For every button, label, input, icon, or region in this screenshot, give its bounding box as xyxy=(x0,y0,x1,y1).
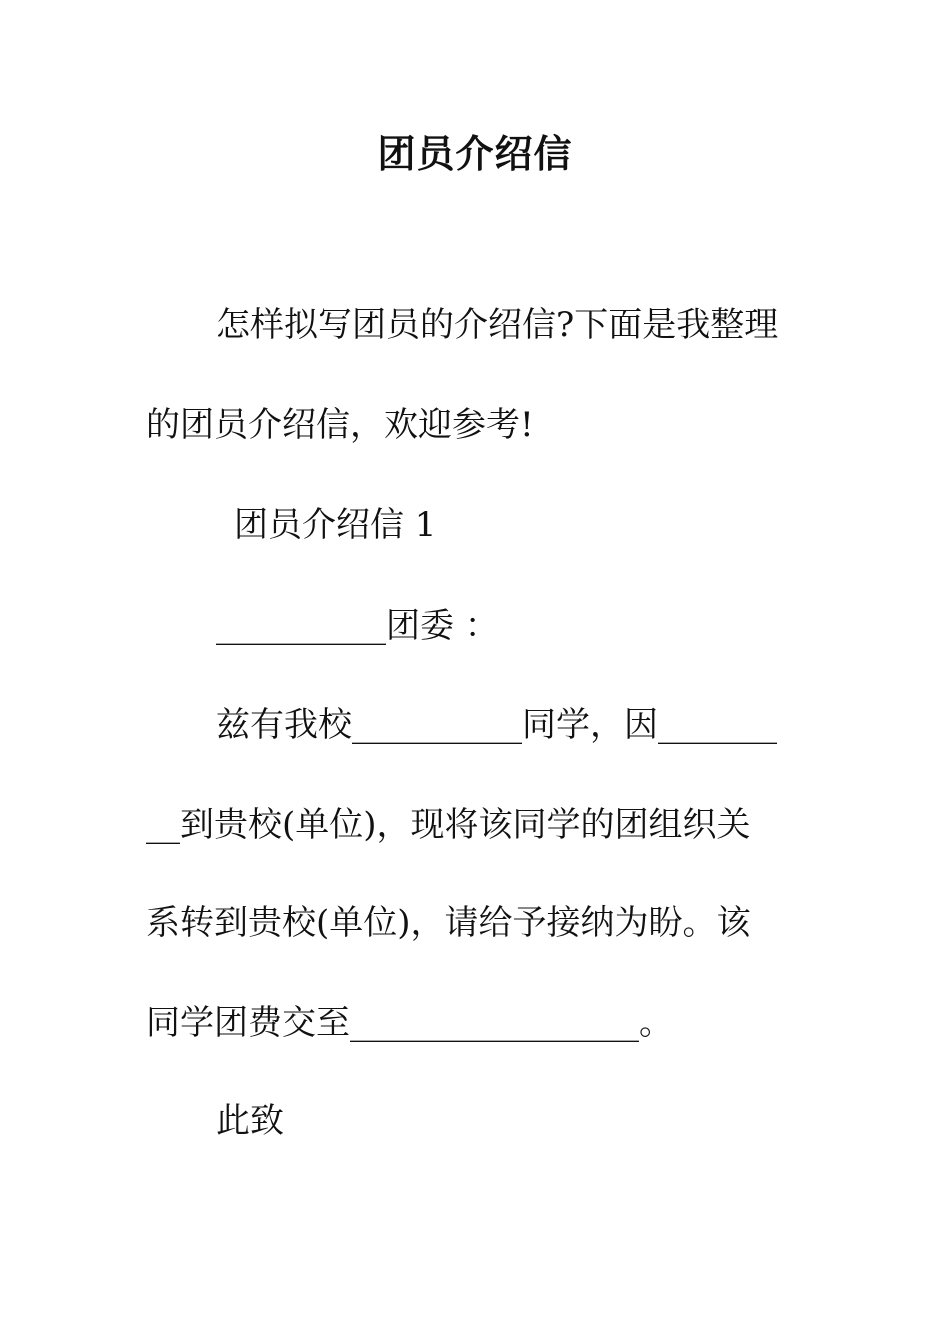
body-line-3: 系转到贵校(单位)，请给予接纳为盼。该 xyxy=(146,903,751,943)
paragraph-line-1: 怎样拟写团员的介绍信?下面是我整理 xyxy=(216,305,779,345)
closing-line: 此致 xyxy=(216,1101,284,1141)
salutation-line: __________团委 ： xyxy=(216,606,499,646)
document-title: 团员介绍信 xyxy=(377,131,573,176)
body-line-4: 同学团费交至_________________。 xyxy=(146,1003,673,1043)
body-line-1: 兹有我校__________同学，因_______ xyxy=(216,705,777,745)
body-line-2: __到贵校(单位)，现将该同学的团组织关 xyxy=(146,805,751,845)
paragraph-line-2: 的团员介绍信，欢迎参考! xyxy=(146,405,534,445)
letter-heading: 团员介绍信 1 xyxy=(234,505,437,545)
